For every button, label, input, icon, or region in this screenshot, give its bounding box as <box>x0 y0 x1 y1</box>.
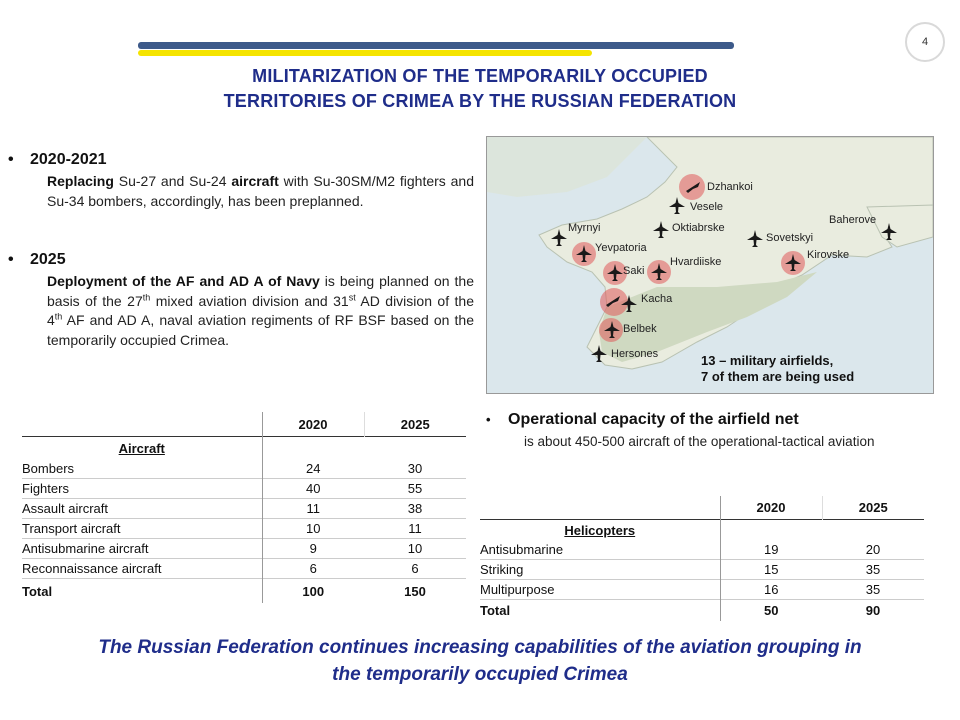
table-row <box>22 519 466 539</box>
plane-icon-hersones <box>591 345 607 363</box>
title-line-2: TERRITORIES OF CRIMEA BY THE RUSSIAN FEDERATION <box>223 91 737 111</box>
bullet-dot-icon: • <box>8 251 14 268</box>
row-label: Striking <box>480 560 720 580</box>
bullet-2025 <box>8 251 66 269</box>
cell-2020: 11 <box>306 501 320 516</box>
paragraph-2020 <box>47 172 474 211</box>
plane-icon-yevpatoria <box>576 245 592 263</box>
cell-2025: 10 <box>407 541 423 556</box>
plane-icon-baherove <box>881 223 897 241</box>
map-label-myrnyi: Myrnyi <box>568 222 601 234</box>
table-row <box>22 479 466 499</box>
cell-2020: 10 <box>306 521 321 536</box>
map-label-kacha: Kacha <box>641 293 673 305</box>
page-number: 4 <box>905 22 945 62</box>
cell-2020: 9 <box>309 541 317 556</box>
text-span: mixed aviation division and 31 <box>150 292 349 309</box>
col-header-2025: 2025 <box>400 416 430 432</box>
row-label: Transport aircraft <box>22 519 262 539</box>
cell-2025: 38 <box>407 501 423 516</box>
plane-icon-oktiabrske <box>653 221 669 239</box>
map-label-kirovske: Kirovske <box>807 249 850 261</box>
text-span: AD division of the 4 <box>47 292 475 328</box>
table-row <box>480 560 924 580</box>
col-header-2020: 2020 <box>262 412 364 437</box>
total-2025: 90 <box>865 603 881 618</box>
row-label: Multipurpose <box>480 580 720 600</box>
map-label-sovetskyi: Sovetskyi <box>766 232 814 244</box>
map-label-oktiabrske: Oktiabrske <box>672 222 725 234</box>
map-label-hersones: Hersones <box>611 348 659 360</box>
row-label: Antisubmarine aircraft <box>22 539 262 559</box>
table-row <box>22 539 466 559</box>
table-row <box>22 459 466 479</box>
text-bold-deployment: Deployment of the AF and AD A of Navy <box>47 273 320 289</box>
operational-heading: Operational capacity of the airfield net <box>508 411 799 428</box>
total-label: Total <box>480 600 720 622</box>
cell-2020: 40 <box>306 481 321 496</box>
aircraft-table <box>22 412 466 603</box>
row-label: Assault aircraft <box>22 499 262 519</box>
map-note-line-1: 13 – military airfields, <box>701 353 834 368</box>
text-bold-replacing: Replacing <box>47 173 114 189</box>
helicopter-table <box>480 496 924 621</box>
cell-2025: 6 <box>411 561 419 576</box>
plane-icon-vesele <box>669 197 685 215</box>
table-row <box>480 580 924 600</box>
plane-icon-saki <box>607 264 623 282</box>
map-label-hvardiiske: Hvardiiske <box>670 256 722 268</box>
total-2025: 150 <box>404 583 426 599</box>
header-bar-yellow <box>138 50 592 56</box>
table-corner <box>22 412 262 437</box>
map-note <box>701 353 854 385</box>
bullet-dot-icon: • <box>8 151 14 168</box>
plane-icon-kacha-2 <box>621 295 637 313</box>
footer-line-1: The Russian Federation continues increasing capabilities of the aviation grouping in <box>98 637 862 658</box>
table-total-row <box>22 579 466 604</box>
superscript: th <box>142 291 151 302</box>
map-note-line-2: 7 of them are being used <box>701 369 855 384</box>
map-label-vesele: Vesele <box>690 201 724 213</box>
cell-2025: 35 <box>865 582 881 597</box>
plane-icon-belbek <box>604 321 620 339</box>
cell-2020: 16 <box>764 582 779 597</box>
plane-icon-kacha-1 <box>604 293 622 309</box>
total-2020: 50 <box>764 603 779 618</box>
plane-icon-kirovske <box>785 254 801 272</box>
text-span: Su-27 and Su-24 <box>113 173 232 189</box>
table-row <box>480 540 924 560</box>
header-bar-blue <box>138 42 734 49</box>
text-span: AF and AD A, naval aviation regiments of RF BSF based on the temporarily occupied Crimea. <box>47 312 474 348</box>
table-total-row <box>480 600 924 622</box>
cell-2025: 35 <box>865 562 881 577</box>
footer-statement <box>20 634 940 688</box>
map-label-saki: Saki <box>623 265 645 277</box>
heading-2020: 2020-2021 <box>30 151 107 168</box>
table-row <box>22 559 466 579</box>
text-bold-aircraft: aircraft <box>231 173 279 189</box>
bullet-dot-icon: • <box>486 412 491 427</box>
plane-icon-hvardiiske <box>651 263 667 281</box>
cell-2020: 15 <box>764 562 779 577</box>
title-line-1: MILITARIZATION OF THE TEMPORARILY OCCUPIED <box>252 66 708 86</box>
map-label-baherove: Baherove <box>829 214 877 226</box>
total-label: Total <box>22 579 262 604</box>
heading-2025: 2025 <box>30 251 66 268</box>
superscript: th <box>54 311 63 322</box>
text-span: with Su-30SM/M2 fighters and Su-34 bombers, accordingly, has been preplanned. <box>47 173 474 209</box>
row-label: Fighters <box>22 479 262 499</box>
crimea-map <box>486 136 934 394</box>
cell-2025: 55 <box>407 481 423 496</box>
map-label-yevpatoria: Yevpatoria <box>595 242 647 254</box>
superscript: st <box>348 291 356 302</box>
map-label-dzhankoi: Dzhankoi <box>707 181 753 193</box>
row-label: Reconnaissance aircraft <box>22 559 262 579</box>
row-label: Bombers <box>22 459 262 479</box>
plane-icon-sovetskyi <box>747 230 763 248</box>
row-label: Antisubmarine <box>480 540 720 560</box>
cell-2025: 30 <box>407 461 423 476</box>
plane-icon-myrnyi <box>551 229 567 247</box>
map-label-belbek: Belbek <box>623 323 657 335</box>
footer-line-2: the temporarily occupied Crimea <box>332 664 628 685</box>
page-title <box>100 64 860 114</box>
cell-2025: 20 <box>865 542 881 557</box>
section-helicopters: Helicopters <box>480 520 720 541</box>
cell-2020: 6 <box>309 561 317 576</box>
bullet-operational <box>486 411 799 429</box>
cell-2020: 19 <box>764 542 779 557</box>
plane-icon-dzhankoi <box>684 179 702 195</box>
cell-2025: 11 <box>408 521 422 536</box>
table-corner <box>480 496 720 520</box>
text-span: is being planned on the basis of the 27 <box>47 273 474 309</box>
section-aircraft: Aircraft <box>22 437 262 460</box>
total-2020: 100 <box>302 583 325 599</box>
col-header-2020: 2020 <box>720 496 822 520</box>
table-row <box>22 499 466 519</box>
paragraph-2025 <box>47 272 474 350</box>
bullet-2020 <box>8 151 107 169</box>
operational-text: is about 450-500 aircraft of the operational-tactical aviation <box>524 434 875 449</box>
col-header-2025: 2025 <box>858 500 888 515</box>
cell-2020: 24 <box>306 461 321 476</box>
